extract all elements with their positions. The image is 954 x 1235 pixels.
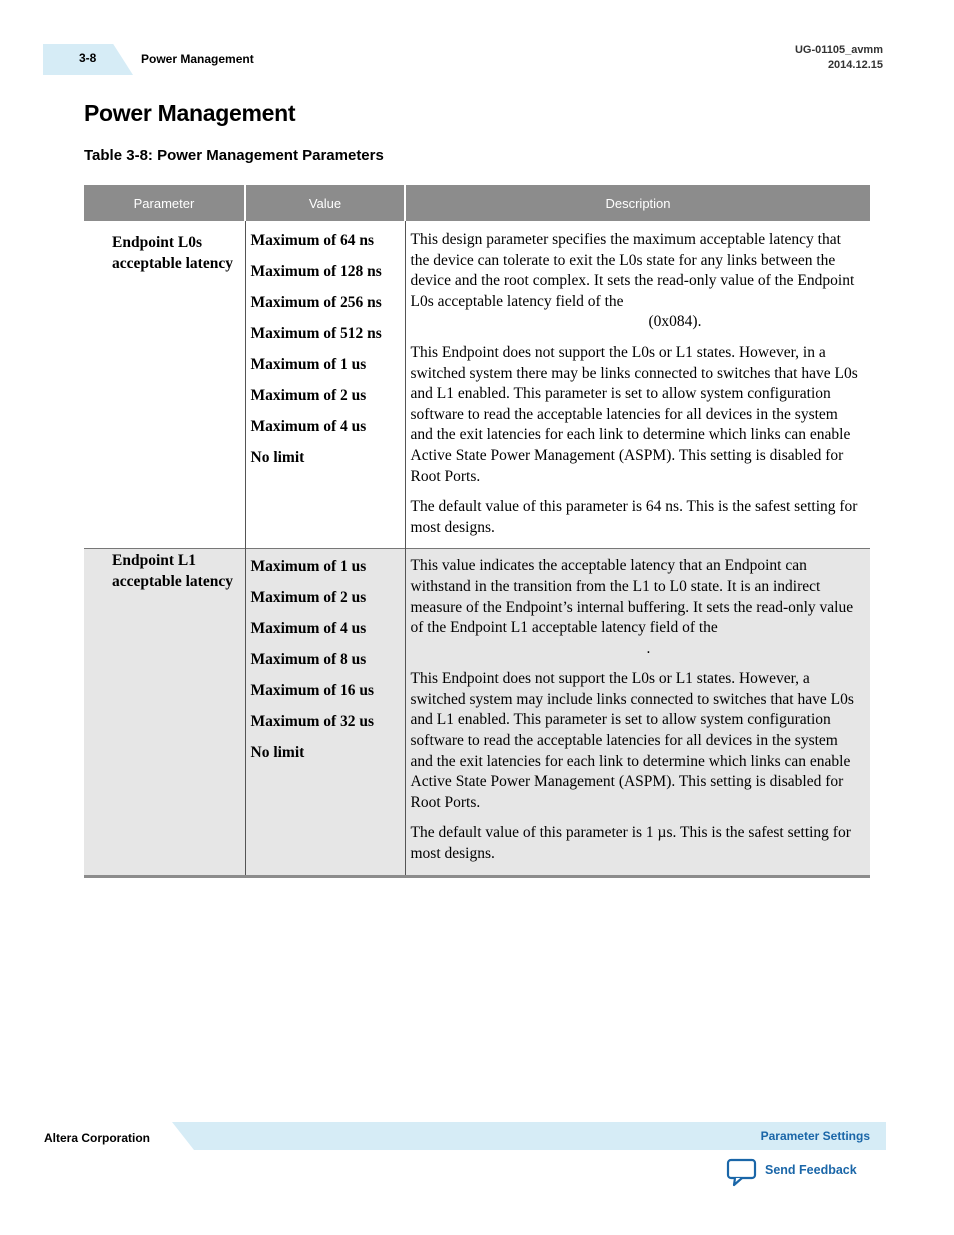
column-header-description: Description — [405, 185, 870, 221]
doc-meta — [795, 43, 883, 73]
parameter-name: Endpoint L1 acceptable latency — [84, 549, 245, 876]
description-text: This value indicates the acceptable latency that an Endpoint can withstand in the transition from the L1 to L0 state. It is an indirect measure of the Endpoint’s internal buffering. It sets the read-only value of the Endpoint L1 acceptable latency field of the — [410, 557, 854, 637]
description-cell — [405, 221, 870, 549]
value-option: Maximum of 1 us — [250, 356, 367, 373]
parameter-settings-link[interactable]: Parameter Settings — [760, 1129, 870, 1143]
table-row — [84, 221, 870, 549]
value-option: Maximum of 64 ns — [250, 232, 375, 249]
description-paragraph — [411, 556, 859, 659]
description-paragraph — [411, 230, 859, 333]
value-option: Maximum of 512 ns — [250, 325, 382, 342]
value-option: Maximum of 2 us — [250, 589, 367, 607]
column-header-value: Value — [245, 185, 405, 221]
value-option: Maximum of 8 us — [250, 651, 367, 669]
description-text: (0x084). — [648, 313, 702, 331]
table-row — [84, 549, 870, 876]
value-option: Maximum of 4 us — [250, 620, 367, 638]
value-option: Maximum of 16 us — [250, 682, 375, 700]
value-option: Maximum of 2 us — [250, 387, 367, 404]
description-paragraph: The default value of this parameter is 1 µs. This is the safest setting for most designs. — [410, 824, 851, 863]
table-header-row — [84, 185, 870, 221]
value-list — [245, 221, 405, 549]
description-text: . — [646, 639, 651, 657]
page-number: 3-8 — [79, 51, 97, 65]
value-option: Maximum of 32 us — [250, 713, 375, 731]
description-paragraph: This Endpoint does not support the L0s or L1 states. However, a switched system may include links connected to switches that have L0s and L1 enabled. This parameter is set to allow system configuration software to read the acceptable latencies for all devices in the system and the exit latencies for each link to determine which links can enable Active State Power Management (ASPM). This setting is disabled for Root Ports. — [410, 670, 854, 811]
power-management-table — [84, 185, 870, 878]
parameter-name: Endpoint L0s acceptable latency — [112, 234, 233, 272]
value-option: Maximum of 4 us — [250, 418, 367, 435]
description-cell — [405, 549, 870, 876]
section-title: Power Management — [84, 100, 296, 126]
doc-date: 2014.12.15 — [827, 59, 883, 71]
column-header-parameter: Parameter — [84, 185, 245, 221]
value-option: No limit — [250, 449, 305, 466]
header-section-title: Power Management — [141, 52, 254, 66]
send-feedback-label[interactable]: Send Feedback — [765, 1163, 857, 1177]
value-list — [245, 549, 405, 876]
value-option: Maximum of 128 ns — [250, 263, 382, 280]
table-caption: Table 3-8: Power Management Parameters — [84, 147, 384, 164]
doc-id: UG-01105_avmm — [794, 44, 883, 56]
value-option: Maximum of 256 ns — [250, 294, 382, 311]
feedback-bubble-icon — [726, 1158, 758, 1188]
send-feedback-button[interactable] — [726, 1158, 857, 1188]
description-paragraph: This Endpoint does not support the L0s or L1 states. However, in a switched system there may be links connected to switches that have L0s and L1 enabled. This parameter is set to allow system configuration software to read the acceptable latencies for all devices in the system and the exit latencies for each link to determine which links can enable Active State Power Management (ASPM). This setting is disabled for Root Ports. — [410, 343, 858, 485]
description-paragraph: The default value of this parameter is 64 ns. This is the safest setting for most designs. — [410, 498, 858, 536]
value-option: Maximum of 1 us — [250, 558, 367, 576]
description-text: This design parameter specifies the maximum acceptable latency that the device can tolerate to exit the L0s state for any links between the device and the root complex. It sets the read-only value of the Endpoint L0s acceptable latency field of the — [410, 231, 855, 310]
footer-company: Altera Corporation — [44, 1131, 151, 1145]
value-option: No limit — [250, 744, 305, 762]
